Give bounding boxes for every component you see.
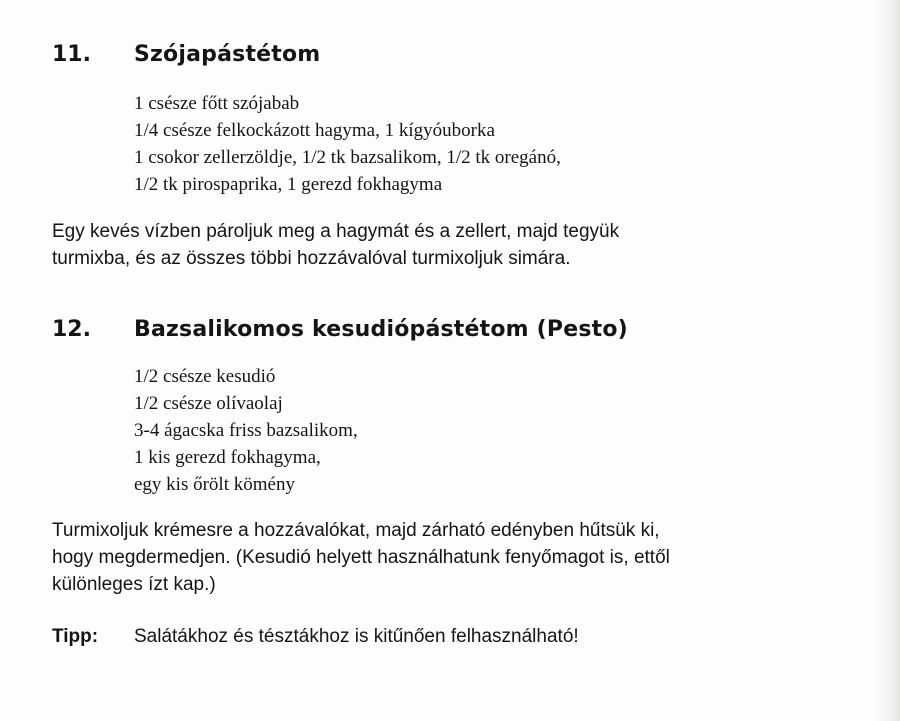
recipe-number: 12. — [52, 317, 91, 342]
ingredient-item: 1 csésze főtt szójabab — [134, 93, 300, 114]
ingredient-item: 1 csokor zellerzöldje, 1/2 tk bazsalikom, 1/2 tk oregánó, — [134, 147, 561, 168]
instruction-line: különleges ízt kap.) — [52, 574, 216, 595]
ingredient-item: 1/4 csésze felkockázott hagyma, 1 kígyóuborka — [134, 120, 495, 141]
recipe-number: 11. — [52, 42, 91, 67]
ingredient-item: 1 kis gerezd fokhagyma, — [134, 447, 321, 468]
ingredient-item: 1/2 csésze olívaolaj — [134, 393, 283, 414]
tip-text: Salátákhoz és tésztákhoz is kitűnően felhasználható! — [134, 626, 579, 647]
ingredient-item: 3-4 ágacska friss bazsalikom, — [134, 420, 358, 441]
recipe-instructions — [52, 218, 619, 272]
recipe-instructions — [52, 517, 670, 598]
ingredient-list — [134, 363, 358, 498]
ingredient-item: 1/2 tk pirospaprika, 1 gerezd fokhagyma — [134, 174, 443, 195]
page-edge-shadow — [874, 0, 900, 721]
ingredient-item: 1/2 csésze kesudió — [134, 366, 276, 387]
instruction-line: turmixba, és az összes többi hozzávalóval turmixoljuk simára. — [52, 248, 571, 269]
ingredient-item: egy kis őrölt kömény — [134, 474, 295, 495]
ingredient-list — [134, 90, 561, 198]
instruction-line: hogy megdermedjen. (Kesudió helyett használhatunk fenyőmagot is, ettől — [52, 547, 670, 568]
recipe-title: Szójapástétom — [134, 42, 321, 67]
recipe-title: Bazsalikomos kesudiópástétom (Pesto) — [134, 317, 628, 342]
instruction-line: Turmixoljuk krémesre a hozzávalókat, majd zárható edényben hűtsük ki, — [52, 520, 660, 541]
tip-label: Tipp: — [52, 626, 99, 647]
instruction-line: Egy kevés vízben pároljuk meg a hagymát és a zellert, majd tegyük — [52, 221, 620, 242]
